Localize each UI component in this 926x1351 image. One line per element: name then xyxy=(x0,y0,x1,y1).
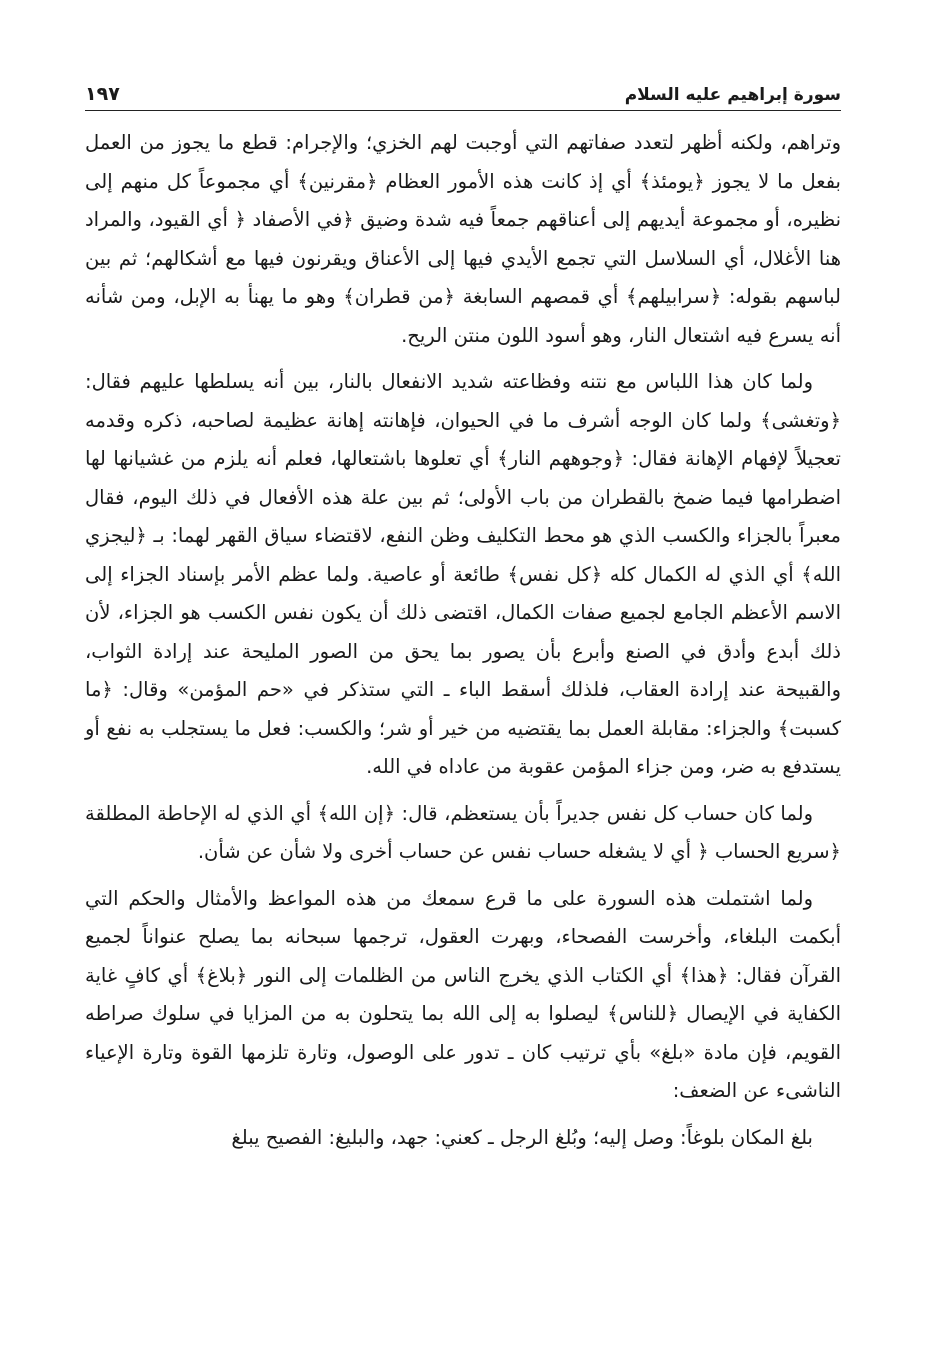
body-text xyxy=(85,124,841,1157)
paragraph: ولما كان هذا اللباس مع نتنه وفظاعته شديد الانفعال بالنار، بين أنه يسلطها عليهم فقال: ﴿وتغشى﴾ ولما كان الوجه أشرف ما في الحيوان، فإهانته إهانة عظيمة لصاحبه، ذكره وقدمه تعجيلاً لإفهام الإهانة فقال: ﴿وجوههم النار﴾ أي تعلوها باشتعالها، فعلم أنه يلزم من غشيانها لها اضطرامها فيما ضمخ بالقطران من باب الأولى؛ ثم بين علة هذه الأفعال في ذلك اليوم، فقال معبراً بالجزاء والكسب الذي هو محط التكليف وظن النفع، لاقتضاء سياق القهر لهما: بـ ﴿ليجزي الله﴾ أي الذي له الكمال كله ﴿كل نفس﴾ طائعة أو عاصية. ولما عظم الأمر بإسناد الجزاء إلى الاسم الأعظم الجامع لجميع صفات الكمال، اقتضى ذلك أن يكون نفس الكسب هو الجزاء، لأن ذلك أبدع وأدق في الصنع وأبرع بأن يصور بما يحق من الصور المليحة عند إرادة الثواب، والقبيحة عند إرادة العقاب، فلذلك أسقط الباء ـ التي ستذكر في «حم المؤمن» وقال: ﴿ما كسبت﴾ والجزاء: مقابلة العمل بما يقتضيه من خير أو شر؛ والكسب: فعل ما يستجلب به نفع أو يستدفع به ضر، ومن جزاء المؤمن عقوبة من عاداه في الله. xyxy=(85,370,841,778)
page-number: ١٩٧ xyxy=(85,83,120,105)
paragraph: بلغ المكان بلوغاً: وصل إليه؛ وبُلغ الرجل ـ كعني: جهد، والبليغ: الفصيح يبلغ xyxy=(231,1125,813,1149)
running-header xyxy=(85,72,841,111)
paragraph: وتراهم، ولكنه أظهر لتعدد صفاتهم التي أوجبت لهم الخزي؛ والإجرام: قطع ما يجوز من العمل بفعل ما لا يجوز ﴿يومئذ﴾ أي إذ كانت هذه الأمور العظام ﴿مقرنين﴾ أي مجموعاً كل منهم إلى نظيره، أو مجموعة أيديهم إلى أعناقهم جمعاً فيه شدة وضيق ﴿في الأصفاد ﴿ أي القيود، والمراد هنا الأغلال، أي السلاسل التي تجمع الأيدي فيها إلى الأعناق ويقرنون فيها مع أشكالهم؛ ثم بين لباسهم بقوله: ﴿سرابيلهم﴾ أي قمصهم السابغة ﴿من قطران﴾ وهو ما يهنأ به الإبل، ومن شأنه أنه يسرع فيه اشتعال النار، وهو أسود اللون منتن الريح. xyxy=(85,131,841,347)
paragraph: ولما كان حساب كل نفس جديراً بأن يستعظم، قال: ﴿إن الله﴾ أي الذي له الإحاطة المطلقة ﴿سريع الحساب ﴿ أي لا يشغله حساب نفس عن حساب أخرى ولا شأن عن شأن. xyxy=(85,801,841,863)
surah-title: سورة إبراهيم عليه السلام xyxy=(624,85,841,105)
paragraph: ولما اشتملت هذه السورة على ما قرع سمعك من هذه المواعظ والأمثال والحكم التي أبكمت البلغاء، وأخرست الفصحاء، وبهرت العقول، ترجمها سبحانه بما يصلح عنواناً لجميع القرآن فقال: ﴿هذا﴾ أي الكتاب الذي يخرج الناس من الظلمات إلى النور ﴿بلاغ﴾ أي كافٍ غاية الكفاية في الإيصال ﴿للناس﴾ ليصلوا به إلى الله بما يتحلون به من المزايا في سلوك صراطه القويم، فإن مادة «بلغ» بأي ترتيب كان ـ تدور على الوصول، وتارة تلزمها القوة وتارة الإعياء الناشىء عن الضعف: xyxy=(85,886,841,1102)
